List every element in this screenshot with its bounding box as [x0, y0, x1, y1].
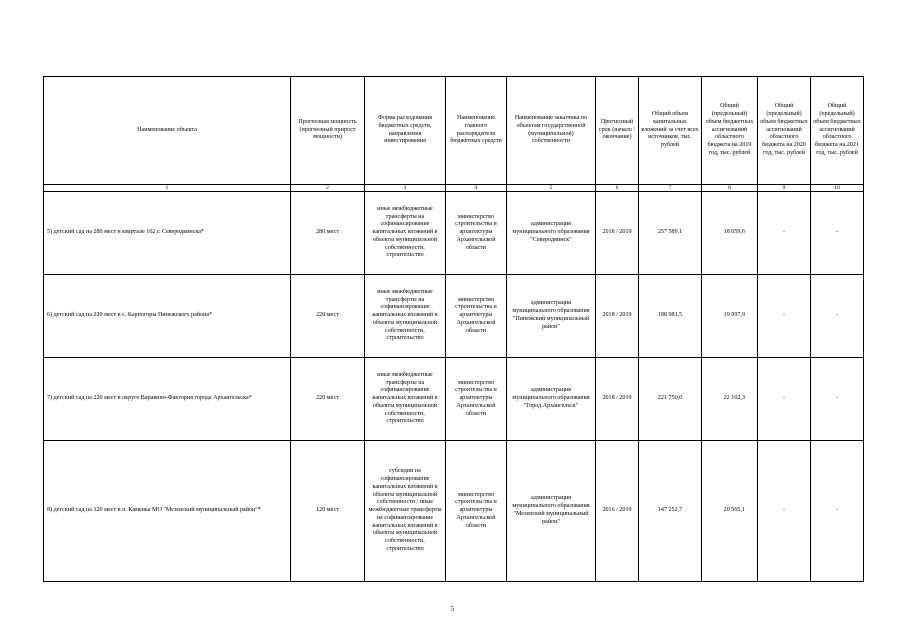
column-number: 3 — [365, 185, 446, 192]
budget-2021-cell: - — [811, 441, 864, 582]
table-row — [44, 192, 864, 275]
header-object-name: Наименование объекта — [44, 77, 291, 185]
column-number: 4 — [446, 185, 507, 192]
customer-cell: администрация муниципального образования "Мезенский муниципальный район" — [507, 441, 596, 582]
customer-cell: администрация муниципального образования "Пинежский муниципальный район" — [507, 275, 596, 358]
budget-2021-cell: - — [811, 192, 864, 275]
header-total-investment: Общий объем капитальных вложений за счет всех источников, тыс. рублей — [639, 77, 702, 185]
budget-2020-cell: - — [758, 441, 811, 582]
header-budget-manager: Наименование главного распорядителя бюджетных средств — [446, 77, 507, 185]
table-header-row — [44, 77, 864, 185]
header-period: Прогнозный срок (начало / окончание) — [596, 77, 639, 185]
budget-manager-cell: министерство строительства и архитектуры Архангельской области — [446, 192, 507, 275]
budget-manager-cell: министерство строительства и архитектуры Архангельской области — [446, 358, 507, 441]
header-spending-form: Форма расходования бюджетных средств, направления инвестирования — [365, 77, 446, 185]
budget-2019-cell: 18 059,6 — [702, 192, 758, 275]
column-number-row — [44, 185, 864, 192]
column-number: 1 — [44, 185, 291, 192]
budget-2021-cell: - — [811, 358, 864, 441]
period-cell: 2018 / 2019 — [596, 358, 639, 441]
budget-2020-cell: - — [758, 358, 811, 441]
object-name-cell: 5) детский сад на 280 мест в квартале 162 г. Северодвинска* — [44, 192, 291, 275]
period-cell: 2018 / 2019 — [596, 275, 639, 358]
budget-manager-cell: министерство строительства и архитектуры Архангельской области — [446, 441, 507, 582]
capacity-cell: 220 мест — [291, 275, 365, 358]
header-customer: Наименование заказчика по объектам государственной (муниципальной) собственности — [507, 77, 596, 185]
table-row — [44, 358, 864, 441]
period-cell: 2018 / 2019 — [596, 192, 639, 275]
spending-form-cell: иные межбюджетные трансферты на софинансирование капитальных вложений в объекты муниципальной собственности, строительство — [365, 358, 446, 441]
capital-investment-table — [43, 76, 864, 582]
column-number: 5 — [507, 185, 596, 192]
page-number: 5 — [450, 605, 455, 613]
period-cell: 2016 / 2019 — [596, 441, 639, 582]
column-number: 9 — [758, 185, 811, 192]
object-name-cell: 8) детский сад на 120 мест в п. Каменка МО "Мезенский муниципальный район"* — [44, 441, 291, 582]
capacity-cell: 120 мест — [291, 441, 365, 582]
spending-form-cell: субсидии на софинансирование капитальных вложений в объекты муниципальной собственности / иные межбюджетные трансферты на софинансирование капитальных вложений в объекты муниципальной собственности, строительство — [365, 441, 446, 582]
spending-form-cell: иные межбюджетные трансферты на софинансирование капитальных вложений в объекты муниципальной собственности, строительство — [365, 192, 446, 275]
total-investment-cell: 188 981,5 — [639, 275, 702, 358]
total-investment-cell: 257 589,1 — [639, 192, 702, 275]
budget-2021-cell: - — [811, 275, 864, 358]
object-name-cell: 6) детский сад на 220 мест в с. Карпогоры Пинежского района* — [44, 275, 291, 358]
budget-manager-cell: министерство строительства и архитектуры Архангельской области — [446, 275, 507, 358]
header-budget-2020: Общий (предельный) объем бюджетных ассигнований областного бюджета на 2020 год, тыс. рублей — [758, 77, 811, 185]
object-name-cell: 7) детский сад на 220 мест в округе Варавино-Фактория города Архангельска* — [44, 358, 291, 441]
column-number: 2 — [291, 185, 365, 192]
column-number: 7 — [639, 185, 702, 192]
total-investment-cell: 221 750,0 — [639, 358, 702, 441]
customer-cell: администрация муниципального образования "Город Архангельск" — [507, 358, 596, 441]
table-row — [44, 441, 864, 582]
column-number: 10 — [811, 185, 864, 192]
budget-2019-cell: 19 997,9 — [702, 275, 758, 358]
budget-2020-cell: - — [758, 275, 811, 358]
header-budget-2021: Общий (предельный) объем бюджетных ассигнований областного бюджета на 2021 год, тыс. рублей — [811, 77, 864, 185]
budget-2019-cell: 20 565,1 — [702, 441, 758, 582]
budget-2019-cell: 22 102,3 — [702, 358, 758, 441]
header-capacity: Прогнозная мощность (прогнозный прирост мощности) — [291, 77, 365, 185]
header-budget-2019: Общий (предельный) объем бюджетных ассигнований областного бюджета на 2019 год, тыс. рублей — [702, 77, 758, 185]
customer-cell: администрация муниципального образования "Северодвинск" — [507, 192, 596, 275]
capacity-cell: 280 мест — [291, 192, 365, 275]
capacity-cell: 220 мест — [291, 358, 365, 441]
table-row — [44, 275, 864, 358]
total-investment-cell: 147 252,7 — [639, 441, 702, 582]
budget-2020-cell: - — [758, 192, 811, 275]
column-number: 8 — [702, 185, 758, 192]
column-number: 6 — [596, 185, 639, 192]
spending-form-cell: иные межбюджетные трансферты на софинансирование капитальных вложений в объекты муниципальной собственности, строительство — [365, 275, 446, 358]
